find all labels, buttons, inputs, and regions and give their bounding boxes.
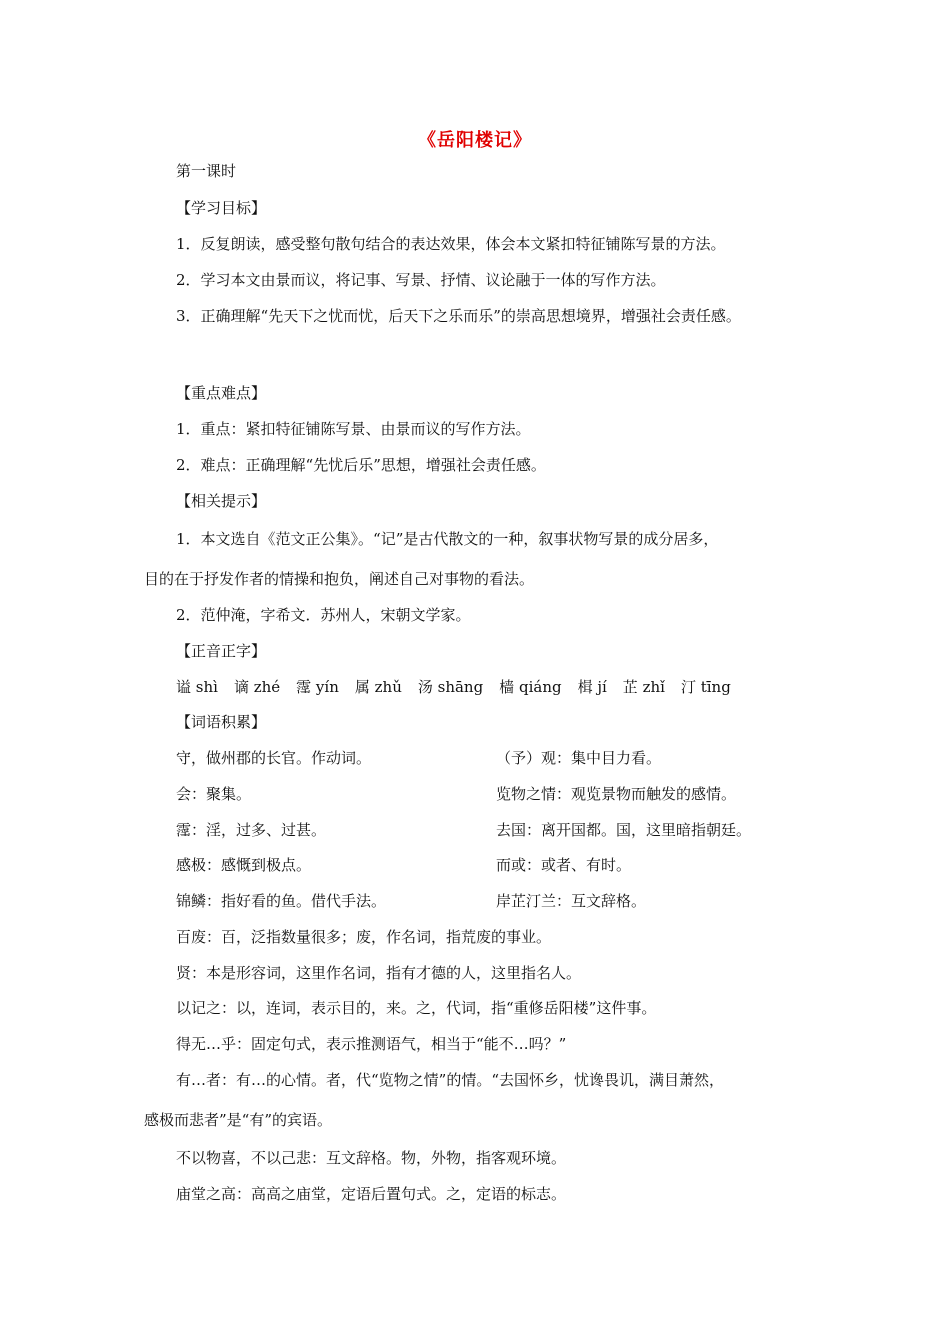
vocab-entry: 去国：离开国都。国，这里暗指朝廷。 bbox=[496, 821, 752, 839]
tip-item-line: 1．本文选自《范文正公集》。“记”是古代散文的一种，叙事状物写景的成分居多， bbox=[176, 530, 719, 548]
vocab-entry: 岸芷汀兰：互文辞格。 bbox=[496, 892, 647, 910]
document-title: 《岳阳楼记》 bbox=[418, 130, 532, 151]
pronunciation-item: 樯 qiáng bbox=[499, 678, 562, 696]
vocab-entry: 贤：本是形容词，这里作名词，指有才德的人，这里指名人。 bbox=[176, 964, 582, 982]
vocab-entry: 锦鳞：指好看的鱼。借代手法。 bbox=[176, 892, 387, 910]
vocab-entry: 感极：感慨到极点。 bbox=[176, 856, 312, 874]
goal-item: 1．反复朗读，感受整句散句结合的表达效果，体会本文紧扣特征铺陈写景的方法。 bbox=[176, 235, 726, 253]
tips-heading: 【相关提示】 bbox=[176, 492, 267, 510]
vocab-entry: 会：聚集。 bbox=[176, 785, 252, 803]
keypoint-item: 1．重点：紧扣特征铺陈写景、由景而议的写作方法。 bbox=[176, 420, 531, 438]
pronunciation-item: 楫 jí bbox=[577, 678, 607, 696]
vocab-entry: 以记之：以，连词，表示目的，来。之，代词，指“重修岳阳楼”这件事。 bbox=[176, 999, 657, 1017]
vocab-entry: 百废：百，泛指数量很多；废，作名词，指荒废的事业。 bbox=[176, 928, 552, 946]
vocab-heading: 【词语积累】 bbox=[176, 713, 267, 731]
pronunciation-item: 属 zhǔ bbox=[354, 678, 402, 696]
vocab-entry: 庙堂之高：高高之庙堂，定语后置句式。之，定语的标志。 bbox=[176, 1185, 567, 1203]
vocab-entry-line: 感极而悲者”是“有”的宾语。 bbox=[144, 1111, 333, 1129]
vocab-entry: （予）观：集中目力看。 bbox=[496, 749, 662, 767]
vocab-entry-line: 有…者：有…的心情。者，代“览物之情”的情。“去国怀乡，忧谗畏讥，满目萧然， bbox=[176, 1071, 725, 1089]
vocab-entry: 得无…乎：固定句式，表示推测语气，相当于“能不…吗？” bbox=[176, 1035, 567, 1053]
pronunciation-item: 汀 tīng bbox=[680, 678, 731, 696]
keypoint-item: 2．难点：正确理解“先忧后乐”思想，增强社会责任感。 bbox=[176, 456, 546, 474]
vocab-entry: 霪：淫，过多、过甚。 bbox=[176, 821, 327, 839]
lesson-label: 第一课时 bbox=[176, 162, 237, 180]
keypoints-heading: 【重点难点】 bbox=[176, 384, 267, 402]
vocab-entry: 而或：或者、有时。 bbox=[496, 856, 632, 874]
pronunciation-item: 谥 shì bbox=[176, 678, 218, 696]
goal-item: 3．正确理解“先天下之忧而忧，后天下之乐而乐”的崇高思想境界，增强社会责任感。 bbox=[176, 307, 741, 325]
tip-item: 2．范仲淹，字希文．苏州人，宋朝文学家。 bbox=[176, 606, 471, 624]
goal-item: 2．学习本文由景而议，将记事、写景、抒情、议论融于一体的写作方法。 bbox=[176, 271, 666, 289]
tip-item-line: 目的在于抒发作者的情操和抱负，阐述自己对事物的看法。 bbox=[144, 570, 535, 588]
pronunciation-item: 芷 zhǐ bbox=[622, 678, 665, 696]
vocab-entry: 不以物喜，不以己悲：互文辞格。物，外物，指客观环境。 bbox=[176, 1149, 567, 1167]
vocab-entry: 守，做州郡的长官。作动词。 bbox=[176, 749, 372, 767]
pronunciation-item: 霪 yín bbox=[296, 678, 339, 696]
vocab-entry: 览物之情：观览景物而触发的感情。 bbox=[496, 785, 737, 803]
pronunciation-list bbox=[176, 677, 747, 697]
pronunciation-item: 汤 shāng bbox=[417, 678, 484, 696]
pronunciation-heading: 【正音正字】 bbox=[176, 642, 267, 660]
goals-heading: 【学习目标】 bbox=[176, 199, 267, 217]
pronunciation-item: 谪 zhé bbox=[233, 678, 281, 696]
